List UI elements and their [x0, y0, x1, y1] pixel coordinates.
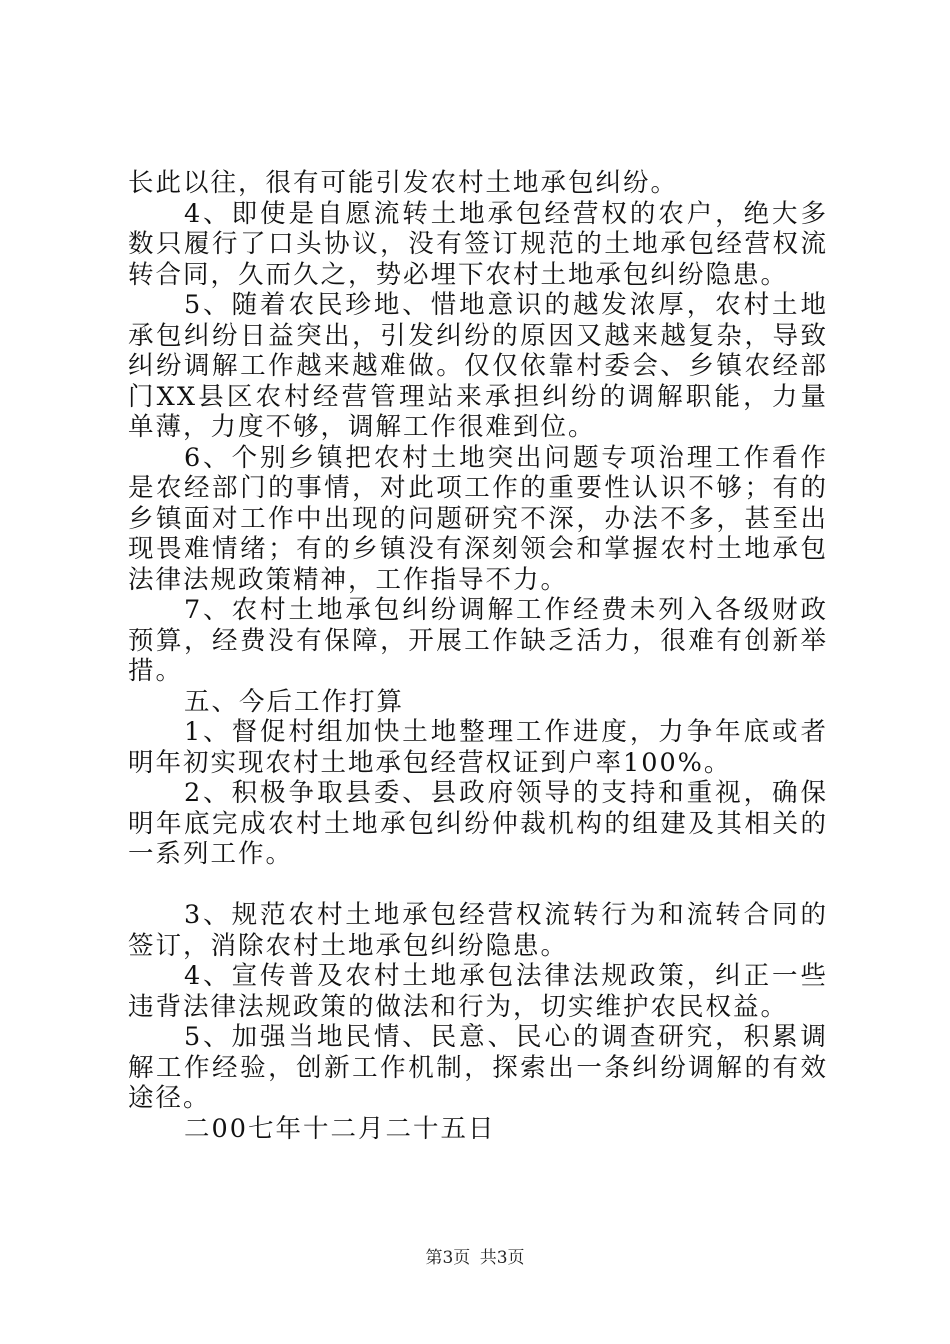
blank-line: [128, 870, 828, 901]
paragraph-item-4: 4、即使是自愿流转土地承包经营权的农户，绝大多数只履行了口头协议，没有签订规范的土地承包经营权流转合同，久而久之，势必埋下农村土地承包纠纷隐患。: [128, 198, 828, 290]
page-total: 共3页: [479, 1248, 525, 1268]
plan-item-3: 3、规范农村土地承包经营权流转行为和流转合同的签订，消除农村土地承包纠纷隐患。: [128, 900, 828, 961]
paragraph-continuation: 长此以往，很有可能引发农村土地承包纠纷。: [128, 168, 679, 198]
document-body: [128, 168, 828, 1144]
paragraph-item-5: 5、随着农民珍地、惜地意识的越发浓厚，农村土地承包纠纷日益突出，引发纠纷的原因又越来越复杂，导致纠纷调解工作越来越难做。仅仅依靠村委会、乡镇农经部门XX县区农村经营管理站来承担纠纷的调解职能，力量单薄，力度不够，调解工作很难到位。: [128, 290, 828, 442]
page-number: 第3页: [425, 1248, 471, 1268]
plan-item-1: 1、督促村组加快土地整理工作进度，力争年底或者明年初实现农村土地承包经营权证到户率100%。: [128, 717, 828, 778]
plan-item-5: 5、加强当地民情、民意、民心的调查研究，积累调解工作经验，创新工作机制，探索出一条纠纷调解的有效途径。: [128, 1022, 828, 1113]
paragraph-item-6: 6、个别乡镇把农村土地突出问题专项治理工作看作是农经部门的事情，对此项工作的重要性认识不够；有的乡镇面对工作中出现的问题研究不深，办法不多，甚至出现畏难情绪；有的乡镇没有深刻领会和掌握农村土地承包法律法规政策精神，工作指导不力。: [128, 442, 828, 595]
plan-item-2: 2、积极争取县委、县政府领导的支持和重视，确保明年底完成农村土地承包纠纷仲裁机构的组建及其相关的一系列工作。: [128, 778, 828, 869]
plan-item-4: 4、宣传普及农村土地承包法律法规政策，纠正一些违背法律法规政策的做法和行为，切实维护农民权益。: [128, 961, 828, 1022]
page-footer: [0, 1243, 950, 1268]
section-heading-plans: 五、今后工作打算: [184, 686, 405, 717]
paragraph-item-7: 7、农村土地承包纠纷调解工作经费未列入各级财政预算，经费没有保障，开展工作缺乏活力，很难有创新举措。: [128, 595, 828, 686]
document-date: 二00七年十二月二十五日: [184, 1113, 496, 1144]
